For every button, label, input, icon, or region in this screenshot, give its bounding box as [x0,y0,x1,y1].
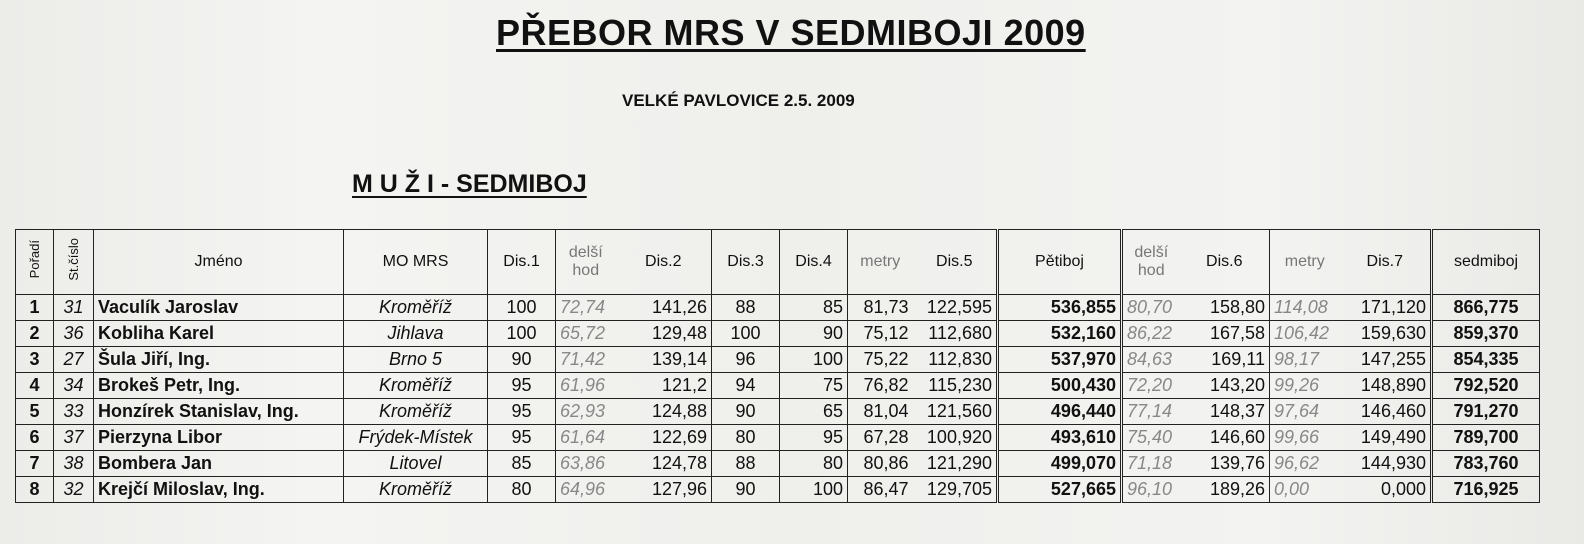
cell-metres-2: 99,26 [1270,373,1340,399]
table-row [16,347,1540,373]
cell-pentathlon: 532,160 [998,321,1122,347]
cell-dis2: 139,14 [616,347,712,373]
cell-dis3: 90 [712,477,780,503]
cell-dis2: 124,88 [616,399,712,425]
header-heptathlon: sedmiboj [1432,230,1540,295]
cell-pentathlon: 536,855 [998,295,1122,321]
cell-pentathlon: 493,610 [998,425,1122,451]
cell-dis6: 158,80 [1180,295,1270,321]
cell-start-number: 37 [54,425,94,451]
cell-start-number: 27 [54,347,94,373]
table-row [16,321,1540,347]
cell-dis3: 90 [712,399,780,425]
cell-longer-throw-2: 72,20 [1122,373,1180,399]
cell-rank: 7 [16,451,54,477]
cell-dis3: 88 [712,295,780,321]
cell-dis2: 141,26 [616,295,712,321]
cell-metres-2: 98,17 [1270,347,1340,373]
cell-dis7: 149,490 [1340,425,1432,451]
cell-metres-1: 67,28 [848,425,913,451]
cell-longer-throw-2: 71,18 [1122,451,1180,477]
cell-dis2: 129,48 [616,321,712,347]
cell-club: Frýdek-Místek [344,425,488,451]
table-row [16,477,1540,503]
header-dis1: Dis.1 [488,230,556,295]
cell-dis1: 100 [488,321,556,347]
header-metres-2: metry [1270,230,1340,295]
cell-start-number: 34 [54,373,94,399]
cell-dis5: 112,830 [913,347,998,373]
cell-club: Kroměříž [344,399,488,425]
table-row [16,399,1540,425]
cell-rank: 6 [16,425,54,451]
cell-dis5: 121,560 [913,399,998,425]
cell-dis1: 85 [488,451,556,477]
header-longer-throw-1: delší hod [556,230,616,295]
header-rank: Pořadí [16,230,54,295]
cell-metres-1: 86,47 [848,477,913,503]
cell-club: Kroměříž [344,295,488,321]
table-row [16,295,1540,321]
cell-metres-1: 75,12 [848,321,913,347]
cell-metres-2: 99,66 [1270,425,1340,451]
header-dis4: Dis.4 [780,230,848,295]
cell-name: Brokeš Petr, Ing. [94,373,344,399]
cell-heptathlon: 859,370 [1432,321,1540,347]
header-pentathlon: Pětiboj [998,230,1122,295]
cell-longer-throw-1: 64,96 [556,477,616,503]
cell-heptathlon: 866,775 [1432,295,1540,321]
cell-name: Kobliha Karel [94,321,344,347]
cell-pentathlon: 537,970 [998,347,1122,373]
cell-dis4: 80 [780,451,848,477]
cell-metres-1: 80,86 [848,451,913,477]
cell-longer-throw-1: 71,42 [556,347,616,373]
header-dis2: Dis.2 [616,230,712,295]
cell-dis1: 95 [488,425,556,451]
cell-dis5: 122,595 [913,295,998,321]
cell-dis7: 147,255 [1340,347,1432,373]
cell-heptathlon: 791,270 [1432,399,1540,425]
cell-pentathlon: 527,665 [998,477,1122,503]
section-heading: M U Ž I - SEDMIBOJ [352,170,587,198]
cell-longer-throw-2: 86,22 [1122,321,1180,347]
cell-longer-throw-1: 62,93 [556,399,616,425]
cell-dis5: 121,290 [913,451,998,477]
cell-dis3: 100 [712,321,780,347]
cell-longer-throw-2: 77,14 [1122,399,1180,425]
table-row [16,451,1540,477]
cell-dis1: 90 [488,347,556,373]
cell-dis4: 100 [780,347,848,373]
cell-name: Pierzyna Libor [94,425,344,451]
cell-start-number: 31 [54,295,94,321]
cell-dis1: 95 [488,373,556,399]
cell-longer-throw-1: 72,74 [556,295,616,321]
header-dis6: Dis.6 [1180,230,1270,295]
header-name: Jméno [94,230,344,295]
table-row [16,373,1540,399]
cell-dis4: 75 [780,373,848,399]
cell-heptathlon: 854,335 [1432,347,1540,373]
cell-metres-2: 106,42 [1270,321,1340,347]
cell-dis4: 100 [780,477,848,503]
cell-dis7: 146,460 [1340,399,1432,425]
cell-name: Honzírek Stanislav, Ing. [94,399,344,425]
cell-heptathlon: 783,760 [1432,451,1540,477]
cell-pentathlon: 499,070 [998,451,1122,477]
cell-longer-throw-1: 63,86 [556,451,616,477]
cell-dis1: 80 [488,477,556,503]
cell-metres-1: 75,22 [848,347,913,373]
cell-dis7: 159,630 [1340,321,1432,347]
results-table [15,229,1540,503]
cell-dis6: 143,20 [1180,373,1270,399]
header-metres-1: metry [848,230,913,295]
cell-dis5: 115,230 [913,373,998,399]
cell-name: Bombera Jan [94,451,344,477]
cell-metres-2: 114,08 [1270,295,1340,321]
cell-dis6: 148,37 [1180,399,1270,425]
table-row [16,425,1540,451]
cell-dis4: 65 [780,399,848,425]
cell-dis2: 127,96 [616,477,712,503]
cell-dis7: 144,930 [1340,451,1432,477]
cell-dis1: 100 [488,295,556,321]
cell-dis4: 95 [780,425,848,451]
cell-dis5: 100,920 [913,425,998,451]
cell-rank: 5 [16,399,54,425]
cell-club: Kroměříž [344,373,488,399]
cell-name: Vaculík Jaroslav [94,295,344,321]
header-dis5: Dis.5 [913,230,998,295]
cell-heptathlon: 792,520 [1432,373,1540,399]
cell-club: Kroměříž [344,477,488,503]
header-club: MO MRS [344,230,488,295]
cell-start-number: 32 [54,477,94,503]
document-subtitle: VELKÉ PAVLOVICE 2.5. 2009 [622,91,855,110]
cell-start-number: 36 [54,321,94,347]
cell-metres-1: 76,82 [848,373,913,399]
cell-dis7: 148,890 [1340,373,1432,399]
cell-dis2: 121,2 [616,373,712,399]
cell-heptathlon: 716,925 [1432,477,1540,503]
cell-longer-throw-2: 80,70 [1122,295,1180,321]
cell-rank: 8 [16,477,54,503]
cell-dis4: 90 [780,321,848,347]
cell-dis6: 146,60 [1180,425,1270,451]
cell-dis3: 94 [712,373,780,399]
cell-dis7: 171,120 [1340,295,1432,321]
cell-dis2: 122,69 [616,425,712,451]
cell-start-number: 38 [54,451,94,477]
cell-dis4: 85 [780,295,848,321]
cell-longer-throw-2: 96,10 [1122,477,1180,503]
header-longer-throw-2: delší hod [1122,230,1180,295]
cell-dis6: 189,26 [1180,477,1270,503]
cell-metres-2: 0,00 [1270,477,1340,503]
cell-dis3: 80 [712,425,780,451]
cell-start-number: 33 [54,399,94,425]
header-dis3: Dis.3 [712,230,780,295]
document-title: PŘEBOR MRS V SEDMIBOJI 2009 [496,12,1086,53]
cell-longer-throw-1: 61,64 [556,425,616,451]
cell-longer-throw-2: 75,40 [1122,425,1180,451]
cell-pentathlon: 500,430 [998,373,1122,399]
cell-heptathlon: 789,700 [1432,425,1540,451]
cell-club: Litovel [344,451,488,477]
cell-rank: 2 [16,321,54,347]
cell-dis6: 139,76 [1180,451,1270,477]
cell-rank: 1 [16,295,54,321]
header-dis7: Dis.7 [1340,230,1432,295]
cell-dis7: 0,000 [1340,477,1432,503]
header-row [16,230,1540,295]
header-start-number: St.číslo [54,230,94,295]
cell-club: Brno 5 [344,347,488,373]
cell-dis5: 112,680 [913,321,998,347]
cell-dis6: 169,11 [1180,347,1270,373]
cell-name: Krejčí Miloslav, Ing. [94,477,344,503]
cell-longer-throw-1: 61,96 [556,373,616,399]
cell-metres-1: 81,04 [848,399,913,425]
cell-metres-2: 96,62 [1270,451,1340,477]
cell-pentathlon: 496,440 [998,399,1122,425]
cell-metres-1: 81,73 [848,295,913,321]
cell-longer-throw-2: 84,63 [1122,347,1180,373]
cell-dis6: 167,58 [1180,321,1270,347]
cell-metres-2: 97,64 [1270,399,1340,425]
cell-dis2: 124,78 [616,451,712,477]
cell-longer-throw-1: 65,72 [556,321,616,347]
cell-name: Šula Jiří, Ing. [94,347,344,373]
cell-dis3: 88 [712,451,780,477]
cell-dis5: 129,705 [913,477,998,503]
cell-dis3: 96 [712,347,780,373]
cell-rank: 3 [16,347,54,373]
cell-club: Jihlava [344,321,488,347]
cell-rank: 4 [16,373,54,399]
cell-dis1: 95 [488,399,556,425]
